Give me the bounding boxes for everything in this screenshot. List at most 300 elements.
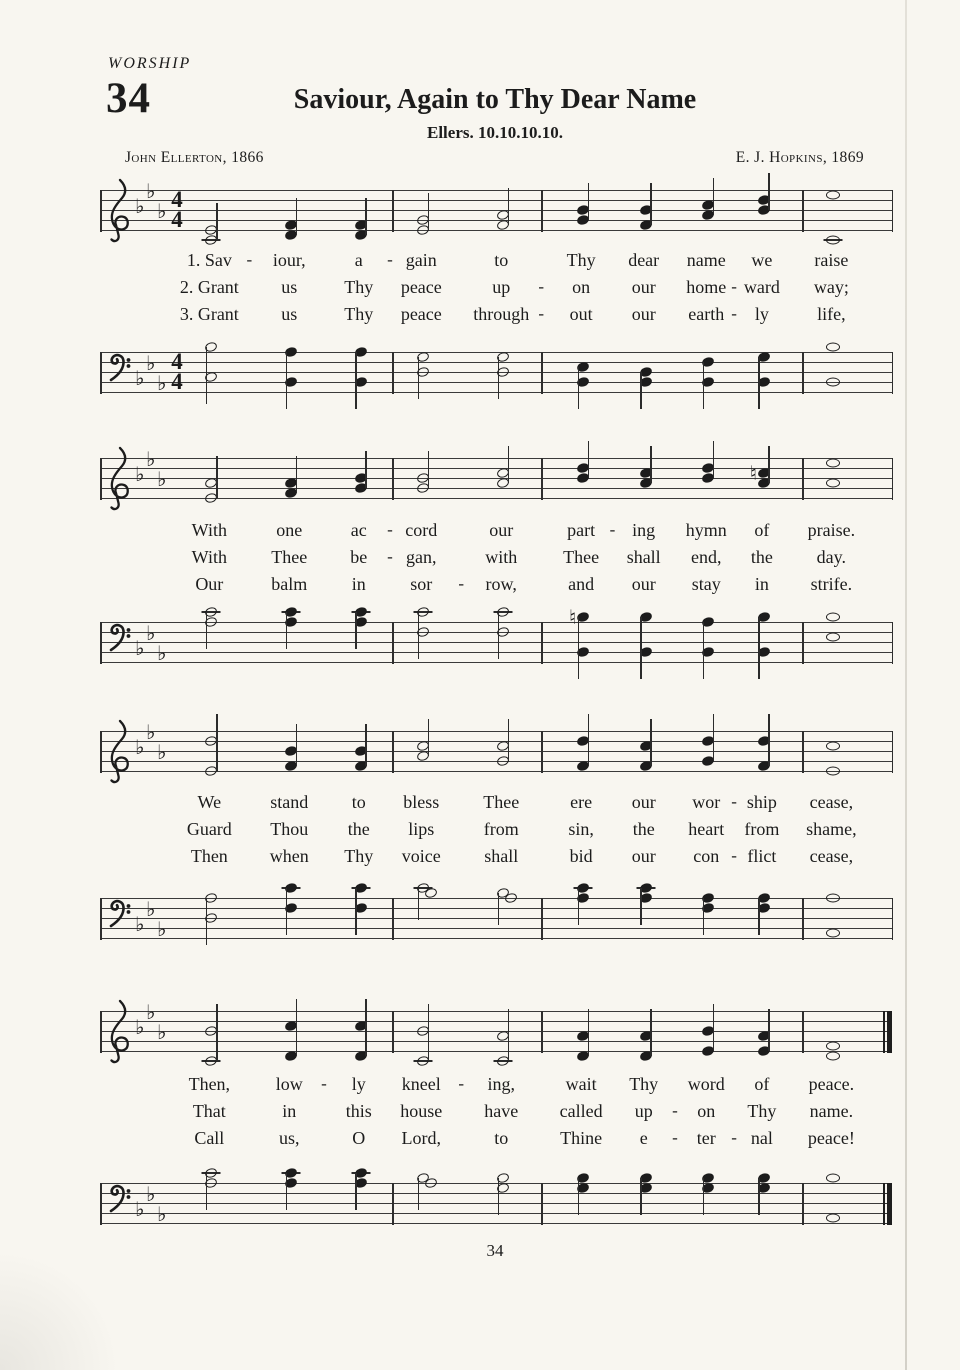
- lyric-line: [185, 547, 880, 574]
- notehead: [826, 742, 840, 751]
- page-edge-shadow: [905, 0, 907, 1370]
- note-stem: [365, 451, 367, 488]
- lyric-syllable: in: [351, 574, 366, 594]
- notehead: [826, 1174, 840, 1183]
- note-stem: [296, 724, 298, 766]
- lyric-syllable: low: [275, 1074, 303, 1094]
- lyric-syllable: cease,: [809, 846, 854, 866]
- lyric-syllable: day.: [816, 547, 847, 567]
- note-stem: [768, 714, 770, 766]
- lyric-syllable: word: [687, 1074, 725, 1094]
- lyric-line: [185, 819, 880, 846]
- barline: [541, 898, 543, 941]
- lyric-syllable: balm: [271, 574, 308, 594]
- barline: [802, 190, 804, 233]
- lyric-syllable: That: [192, 1101, 226, 1121]
- lyric-syllable: this: [345, 1101, 372, 1121]
- lyric-syllable: Thy: [344, 304, 374, 324]
- lyric-hyphen: -: [458, 574, 465, 593]
- bass-staff: [100, 349, 893, 395]
- lyric-syllable: end,: [691, 547, 722, 567]
- lyric-syllable: the: [347, 819, 370, 839]
- lyric-syllable: hymn: [685, 520, 727, 540]
- lyric-syllable: one: [276, 520, 303, 540]
- treble-staff: [100, 179, 893, 232]
- lyric-syllable: lips: [408, 819, 435, 839]
- lyric-syllable: us: [281, 304, 298, 324]
- lyric-syllable: up: [492, 277, 511, 297]
- lyric-syllable: stay: [691, 574, 721, 594]
- lyric-line: [185, 846, 880, 873]
- note-stem: [758, 898, 760, 935]
- note-stem: [640, 888, 642, 925]
- note-stem: [588, 1009, 590, 1056]
- lyric-syllable: Our: [195, 574, 224, 594]
- lyric-syllable: ship: [746, 792, 777, 812]
- barline: [541, 1011, 543, 1054]
- flat-icon: ♭: [157, 740, 167, 764]
- note-stem: [650, 1009, 652, 1056]
- lyric-syllable: part: [567, 520, 596, 540]
- note-stem: [286, 352, 288, 409]
- note-stem: [206, 347, 208, 404]
- notes-area: [187, 458, 882, 500]
- notehead: [826, 613, 840, 622]
- treble-staff: [100, 1000, 892, 1053]
- lyric-syllable: stand: [270, 792, 309, 812]
- lyric-syllable: peace: [400, 277, 442, 297]
- lyric-syllable: With: [191, 547, 227, 567]
- lyric-syllable: nal: [750, 1128, 773, 1148]
- lyric-hyphen: -: [731, 846, 737, 865]
- bass-staff: [100, 605, 893, 665]
- lyric-syllable: be: [350, 547, 368, 567]
- flat-icon: ♭: [157, 917, 167, 941]
- note-stem: [428, 1004, 430, 1061]
- lyric-syllable: us,: [278, 1128, 300, 1148]
- note-stem: [206, 612, 208, 649]
- lyric-syllable: O: [352, 1128, 366, 1148]
- barline: [541, 352, 543, 395]
- lyric-line: [185, 792, 880, 819]
- lyric-syllable: wor: [692, 792, 721, 812]
- lyric-hyphen: -: [321, 1074, 327, 1093]
- hymn-title: Saviour, Again to Thy Dear Name: [293, 84, 697, 115]
- notehead: [826, 894, 840, 903]
- lyric-syllable: Thee: [483, 792, 520, 812]
- lyric-syllable: e: [639, 1128, 648, 1148]
- note-stem: [650, 446, 652, 483]
- note-stem: [578, 1178, 580, 1215]
- note-stem: [508, 188, 510, 225]
- note-stem: [355, 888, 357, 935]
- lyric-line: [179, 304, 880, 331]
- lyric-syllable: called: [559, 1101, 603, 1121]
- barline: [392, 898, 394, 941]
- note-stem: [703, 362, 705, 409]
- lyric-hyphen: -: [538, 304, 545, 323]
- notes-area: [187, 1011, 882, 1053]
- final-barline-thick: [887, 1011, 892, 1054]
- notes-area: [187, 605, 882, 664]
- note-stem: [768, 446, 770, 483]
- notehead: [826, 1042, 840, 1051]
- lyric-syllable: Thy: [344, 846, 374, 866]
- lyric-syllable: wait: [565, 1074, 597, 1094]
- lyric-syllable: ter: [696, 1128, 716, 1148]
- lyric-syllable: ac: [350, 520, 367, 540]
- lyric-syllable: 3. Grant: [179, 304, 239, 324]
- lyric-hyphen: -: [246, 250, 253, 269]
- lyric-syllable: Thee: [271, 547, 308, 567]
- lyric-syllable: way;: [813, 277, 849, 297]
- lyric-syllable: when: [269, 846, 309, 866]
- flat-icon: ♭: [135, 1015, 145, 1039]
- flat-icon: ♭: [146, 621, 156, 645]
- flat-icon: ♭: [157, 371, 167, 395]
- bass-staff: [100, 1183, 892, 1225]
- note-stem: [365, 999, 367, 1056]
- final-barline-thin: [883, 1183, 885, 1226]
- flat-icon: ♭: [146, 720, 156, 744]
- lyric-syllable: Thou: [270, 819, 309, 839]
- flat-icon: ♭: [157, 1202, 167, 1226]
- flat-icon: ♭: [146, 179, 156, 203]
- note-stem: [216, 714, 218, 771]
- note-stem: [640, 617, 642, 679]
- note-stem: [713, 441, 715, 478]
- lyric-syllable: Thy: [566, 250, 596, 270]
- lyric-syllable: strife.: [810, 574, 853, 594]
- lyric-syllable: peace.: [808, 1074, 855, 1094]
- notehead: [826, 633, 840, 642]
- corner-shade: [0, 1250, 120, 1370]
- time-signature-bottom: 4: [171, 207, 183, 232]
- lyric-hyphen: -: [387, 520, 393, 539]
- notehead: [826, 929, 840, 938]
- lyric-syllable: iour,: [272, 250, 306, 270]
- barline: [802, 731, 804, 774]
- lyric-syllable: through: [473, 304, 530, 324]
- lyric-hyphen: -: [458, 1074, 465, 1093]
- lyric-syllable: up: [634, 1101, 653, 1121]
- flat-icon: ♭: [146, 447, 156, 471]
- note-stem: [703, 622, 705, 679]
- tune-and-meter: Ellers. 10.10.10.10.: [427, 123, 563, 142]
- time-signature-top: 4: [171, 349, 183, 374]
- lyric-syllable: sin,: [568, 819, 594, 839]
- lyric-syllable: bid: [569, 846, 593, 866]
- lyric-syllable: from: [483, 819, 519, 839]
- notehead: [826, 191, 840, 200]
- lyric-syllable: bless: [403, 792, 440, 812]
- lyric-syllable: to: [351, 792, 366, 812]
- treble-staff: [100, 447, 893, 500]
- barline: [392, 352, 394, 395]
- barline: [392, 458, 394, 501]
- note-stem: [640, 372, 642, 409]
- note-stem: [578, 617, 580, 679]
- note-stem: [703, 898, 705, 935]
- lyric-syllable: our: [631, 277, 656, 297]
- flat-icon: ♭: [135, 636, 145, 660]
- lyric-syllable: house: [400, 1101, 443, 1121]
- lyric-syllable: Thy: [629, 1074, 659, 1094]
- flat-icon: ♭: [146, 1182, 156, 1206]
- lyric-syllable: Thy: [747, 1101, 777, 1121]
- note-stem: [713, 1004, 715, 1051]
- barline: [392, 731, 394, 774]
- lyric-syllable: Guard: [186, 819, 232, 839]
- lyric-hyphen: -: [731, 1128, 737, 1147]
- lyric-hyphen: -: [731, 277, 737, 296]
- note-stem: [650, 719, 652, 766]
- treble-staff: [100, 720, 893, 773]
- barline: [392, 622, 394, 665]
- note-stem: [418, 357, 420, 399]
- flat-icon: ♭: [157, 641, 167, 665]
- barline: [802, 1011, 804, 1054]
- barline: [541, 190, 543, 233]
- note-stem: [508, 719, 510, 761]
- time-signature-top: 4: [171, 187, 183, 212]
- flat-icon: ♭: [146, 897, 156, 921]
- lyric-syllable: us: [281, 277, 298, 297]
- lyric-syllable: raise: [814, 250, 849, 270]
- bass-clef-icon: [106, 1183, 134, 1217]
- lyric-hyphen: -: [672, 1128, 678, 1147]
- lyric-syllable: Thine: [560, 1128, 603, 1148]
- flat-icon: ♭: [157, 467, 167, 491]
- lyric-syllable: Thee: [563, 547, 600, 567]
- barline: [541, 731, 543, 774]
- lyric-syllable: peace!: [807, 1128, 855, 1148]
- treble-clef-icon: [103, 445, 133, 512]
- notehead: [826, 1214, 840, 1223]
- lyric-syllable: we: [751, 250, 773, 270]
- barline: [541, 458, 543, 501]
- flat-icon: ♭: [135, 462, 145, 486]
- lyric-syllable: cord: [405, 520, 438, 540]
- lyric-syllable: Then,: [188, 1074, 231, 1094]
- lyric-syllable: ly: [351, 1074, 366, 1094]
- note-stem: [296, 456, 298, 493]
- note-stem: [768, 1009, 770, 1051]
- lyric-syllable: flict: [747, 846, 777, 866]
- bass-staff: [100, 898, 893, 940]
- note-stem: [418, 612, 420, 659]
- lyric-hyphen: -: [538, 277, 545, 296]
- section-header: WORSHIP: [108, 55, 192, 72]
- treble-clef-icon: [103, 998, 133, 1065]
- note-stem: [428, 193, 430, 230]
- natural-accidental-icon: ♮: [569, 605, 577, 629]
- lyric-hyphen: -: [387, 547, 393, 566]
- lyric-syllable: our: [489, 520, 514, 540]
- lyric-syllable: peace: [400, 304, 442, 324]
- note-stem: [428, 719, 430, 756]
- lyric-syllable: praise.: [807, 520, 856, 540]
- notes-area: [187, 1183, 882, 1225]
- note-stem: [758, 357, 760, 409]
- note-stem: [768, 173, 770, 210]
- notehead: [826, 343, 840, 352]
- lyric-syllable: earth: [688, 304, 725, 324]
- note-stem: [365, 198, 367, 235]
- note-stem: [418, 888, 420, 920]
- lyric-syllable: ere: [570, 792, 593, 812]
- flat-icon: ♭: [135, 194, 145, 218]
- lyric-syllable: With: [191, 520, 227, 540]
- lyric-hyphen: -: [387, 250, 393, 269]
- lyric-syllable: our: [631, 792, 656, 812]
- lyric-syllable: have: [484, 1101, 519, 1121]
- lyric-syllable: 2. Grant: [179, 277, 239, 297]
- lyric-line: [185, 250, 880, 277]
- notehead: [826, 378, 840, 387]
- lyric-syllable: the: [750, 547, 773, 567]
- treble-clef-icon: [103, 718, 133, 785]
- lyric-hyphen: -: [731, 304, 737, 323]
- note-stem: [216, 203, 218, 240]
- lyric-syllable: of: [754, 1074, 770, 1094]
- note-stem: [508, 1009, 510, 1061]
- page-number: 34: [486, 1241, 504, 1260]
- lyric-syllable: life,: [817, 304, 846, 324]
- barline: [802, 458, 804, 501]
- lyric-hyphen: -: [731, 792, 737, 811]
- lyric-syllable: to: [494, 1128, 509, 1148]
- flat-icon: ♭: [157, 199, 167, 223]
- bass-clef-icon: [106, 898, 134, 932]
- lyric-syllable: sor: [410, 574, 433, 594]
- lyric-syllable: to: [494, 250, 509, 270]
- notes-area: [187, 731, 882, 773]
- lyric-syllable: row,: [485, 574, 517, 594]
- note-stem: [296, 999, 298, 1056]
- barline: [541, 1183, 543, 1226]
- note-stem: [355, 612, 357, 649]
- bass-clef-icon: [106, 622, 134, 656]
- lyric-syllable: home: [686, 277, 727, 297]
- note-stem: [216, 1004, 218, 1061]
- note-stem: [365, 724, 367, 766]
- note-stem: [206, 898, 208, 945]
- note-stem: [588, 714, 590, 766]
- notehead: [826, 1052, 840, 1061]
- notes-area: [187, 190, 882, 232]
- lyric-syllable: from: [744, 819, 780, 839]
- flat-icon: ♭: [135, 1197, 145, 1221]
- lyric-syllable: out: [569, 304, 593, 324]
- lyric-syllable: con: [693, 846, 720, 866]
- note-stem: [578, 888, 580, 925]
- lyric-hyphen: -: [609, 520, 616, 539]
- notehead: [826, 236, 840, 245]
- lyric-syllable: ing: [632, 520, 656, 540]
- note-stem: [498, 357, 500, 399]
- note-stem: [650, 183, 652, 225]
- lyric-syllable: gan,: [406, 547, 437, 567]
- barline: [392, 1183, 394, 1226]
- lyric-hyphen: -: [672, 1101, 678, 1120]
- lyric-syllable: ward: [743, 277, 780, 297]
- natural-accidental-icon: ♮: [749, 461, 757, 485]
- lyric-line: [185, 1101, 880, 1128]
- note-stem: [355, 352, 357, 409]
- lyric-syllable: Then: [190, 846, 228, 866]
- lyric-syllable: ing,: [487, 1074, 515, 1094]
- lyric-syllable: shame,: [806, 819, 857, 839]
- flat-icon: ♭: [135, 735, 145, 759]
- note-stem: [498, 612, 500, 659]
- flat-icon: ♭: [146, 1000, 156, 1024]
- note-stem: [206, 1173, 208, 1210]
- notes-area: [187, 898, 882, 940]
- flat-icon: ♭: [135, 912, 145, 936]
- note-stem: [286, 612, 288, 649]
- lyric-line: [185, 520, 880, 547]
- credits-row: [125, 149, 864, 167]
- lyric-syllable: dear: [628, 250, 660, 270]
- lyric-syllable: shall: [626, 547, 661, 567]
- note-stem: [296, 198, 298, 235]
- lyric-syllable: a: [354, 250, 363, 270]
- barline: [802, 898, 804, 941]
- notes-area: [187, 352, 882, 394]
- time-signature-bottom: 4: [171, 369, 183, 394]
- note-stem: [428, 451, 430, 488]
- note-stem: [286, 1173, 288, 1210]
- flat-icon: ♭: [146, 351, 156, 375]
- note-stem: [355, 1173, 357, 1210]
- note-stem: [588, 183, 590, 220]
- final-barline-thick: [887, 1183, 892, 1226]
- lyric-syllable: our: [631, 846, 656, 866]
- lyric-syllable: Call: [194, 1128, 225, 1148]
- lyric-syllable: heart: [688, 819, 725, 839]
- lyric-syllable: name: [686, 250, 726, 270]
- barline: [802, 352, 804, 395]
- composer-credit: E. J. Hopkins, 1869: [735, 149, 864, 166]
- note-stem: [418, 1178, 420, 1210]
- barline: [802, 1183, 804, 1226]
- flat-icon: ♭: [135, 366, 145, 390]
- hymn-number: 34: [106, 75, 151, 122]
- barline: [392, 1011, 394, 1054]
- lyric-syllable: with: [485, 547, 518, 567]
- notehead: [826, 479, 840, 488]
- note-stem: [286, 888, 288, 935]
- lyric-syllable: voice: [401, 846, 441, 866]
- note-stem: [758, 617, 760, 679]
- lyric-syllable: on: [697, 1101, 716, 1121]
- lyric-line: [185, 1128, 880, 1155]
- lyric-syllable: shall: [484, 846, 519, 866]
- lyric-syllable: kneel: [401, 1074, 441, 1094]
- treble-clef-icon: [103, 177, 133, 244]
- lyric-line: [185, 574, 880, 601]
- note-stem: [216, 456, 218, 498]
- note-stem: [713, 178, 715, 215]
- barline: [541, 622, 543, 665]
- note-stem: [640, 1178, 642, 1215]
- lyric-syllable: Lord,: [401, 1128, 442, 1148]
- flat-icon: ♭: [157, 1020, 167, 1044]
- note-stem: [713, 714, 715, 761]
- lyric-syllable: name.: [809, 1101, 854, 1121]
- note-stem: [578, 367, 580, 409]
